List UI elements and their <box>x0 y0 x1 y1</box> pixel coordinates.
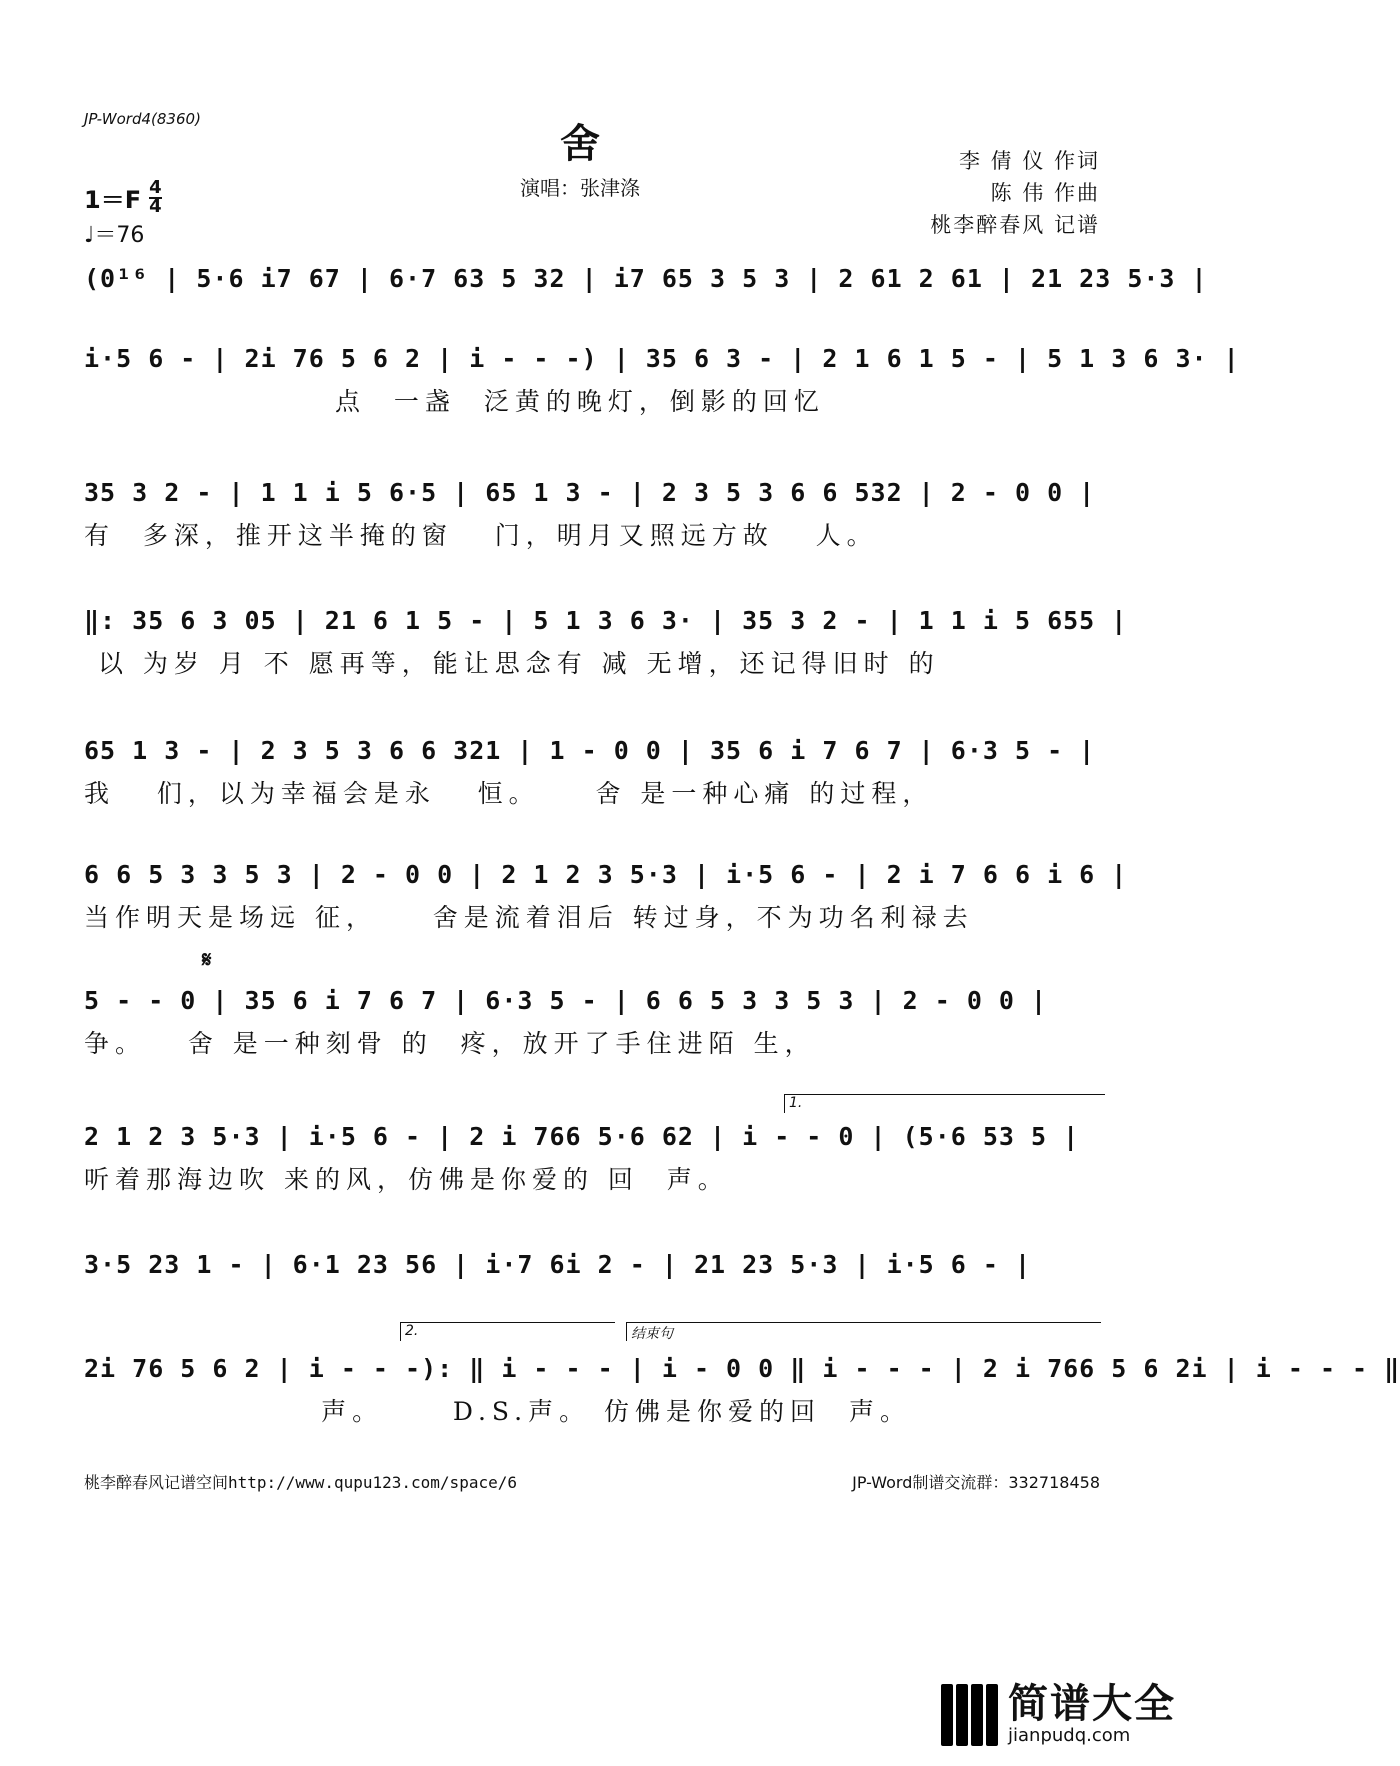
time-bottom: 4 <box>149 196 162 217</box>
footer-group: JP-Word制谱交流群：332718458 <box>852 1473 1100 1492</box>
score-system <box>84 734 1104 812</box>
segno-sign: 𝄋 <box>202 948 212 973</box>
lyric-line <box>84 304 1104 340</box>
score-system <box>84 1352 1400 1430</box>
lyric-line: 争。 舍 是一种刻骨 的 疼，放开了手住进陌 生， <box>84 1029 816 1058</box>
notation-line: (0¹⁶ | 5·6 i7 67 | 6·7 63 5 32 | i7 65 3 5 3 | 2 61 2 61 | 21 23 5·3 | <box>84 264 1208 293</box>
score-system <box>84 262 1208 340</box>
notation-line: ‖: 35 6 3 05 | 21 6 1 5 - | 5 1 3 6 3· | 35 3 2 - | 1 1 i 5 655 | <box>84 606 1128 635</box>
time-signature <box>149 177 162 217</box>
notation-line: 65 1 3 - | 2 3 5 3 6 6 321 | 1 - 0 0 | 35 6 i 7 6 7 | 6·3 5 - | <box>84 736 1096 765</box>
time-top: 4 <box>149 177 162 198</box>
song-title: 舍 <box>560 120 600 167</box>
score-system <box>84 476 1104 554</box>
singer-credit: 演唱：张津涤 <box>520 176 640 200</box>
notation-line: 5 - - 0 | 35 6 i 7 6 7 | 6·3 5 - | 6 6 5 3 3 5 3 | 2 - 0 0 | <box>84 986 1048 1015</box>
brand-url: jianpudq.com <box>1008 1725 1131 1746</box>
lyric-line: 当作明天是场远 征， 舍是流着泪后 转过身，不为功名利禄去 <box>84 903 974 932</box>
brand-logo <box>941 1683 1176 1746</box>
key-signature <box>84 177 162 217</box>
score-system <box>84 604 1128 682</box>
score-system <box>84 858 1128 936</box>
coda-bracket: 结束句 <box>626 1322 1101 1341</box>
footer-source: 桃李醉春风记谱空间http://www.qupu123.com/space/6 <box>84 1473 517 1492</box>
notation-line: 35 3 2 - | 1 1 i 5 6·5 | 65 1 3 - | 2 3 5 3 6 6 532 | 2 - 0 0 | <box>84 478 1096 507</box>
lyric-line: 声。 D.S.声。 仿佛是你爱的回 声。 <box>84 1397 911 1426</box>
lyric-line: 听着那海边吹 来的风，仿佛是你爱的 回 声。 <box>84 1165 729 1194</box>
composer-credit: 陈 伟 作曲 <box>990 181 1100 205</box>
software-label: JP-Word4(8360) <box>84 110 201 128</box>
notation-line: 6 6 5 3 3 5 3 | 2 - 0 0 | 2 1 2 3 5·3 | i·5 6 - | 2 i 7 6 6 i 6 | <box>84 860 1128 889</box>
credits-block <box>930 145 1100 241</box>
piano-keys-icon <box>941 1684 998 1746</box>
volta-bracket-2: 2. <box>400 1322 615 1341</box>
lyric-line: 点 一盏 泛黄的晚灯，倒影的回忆 <box>84 387 825 416</box>
transcriber-credit: 桃李醉春风 记谱 <box>930 213 1100 237</box>
lyric-line <box>84 1290 1104 1326</box>
tempo-marking: ♩＝76 <box>84 223 145 248</box>
score-system <box>84 1120 1104 1198</box>
lyric-line: 我 们，以为幸福会是永 恒。 舍 是一种心痛 的过程， <box>84 779 934 808</box>
notation-line: 3·5 23 1 - | 6·1 23 56 | i·7 6i 2 - | 21 23 5·3 | i·5 6 - | <box>84 1250 1032 1279</box>
notation-line: i·5 6 - | 2i 76 5 6 2 | i - - -) | 35 6 3 - | 2 1 6 1 5 - | 5 1 3 6 3· | <box>84 344 1240 373</box>
notation-line: 2i 76 5 6 2 | i - - -): ‖ i - - - | i - 0 0 ‖ i - - - | 2 i 766 5 6 2i | i - - - ‖ <box>84 1354 1400 1383</box>
score-system <box>84 984 1104 1062</box>
score-system <box>84 342 1240 420</box>
brand-name: 简谱大全 <box>1008 1681 1176 1727</box>
key-label: 1＝F <box>84 186 142 214</box>
notation-line: 2 1 2 3 5·3 | i·5 6 - | 2 i 766 5·6 62 | i - - 0 | (5·6 53 5 | <box>84 1122 1080 1151</box>
volta-bracket-1: 1. <box>784 1094 1105 1113</box>
lyric-line: 有 多深，推开这半掩的窗 门，明月又照远方故 人。 <box>84 521 878 550</box>
lyric-line: 以 为岁 月 不 愿再等，能让思念有 减 无增，还记得旧时 的 <box>84 649 940 678</box>
score-system <box>84 1248 1104 1326</box>
lyricist-credit: 李 倩 仪 作词 <box>958 149 1100 173</box>
